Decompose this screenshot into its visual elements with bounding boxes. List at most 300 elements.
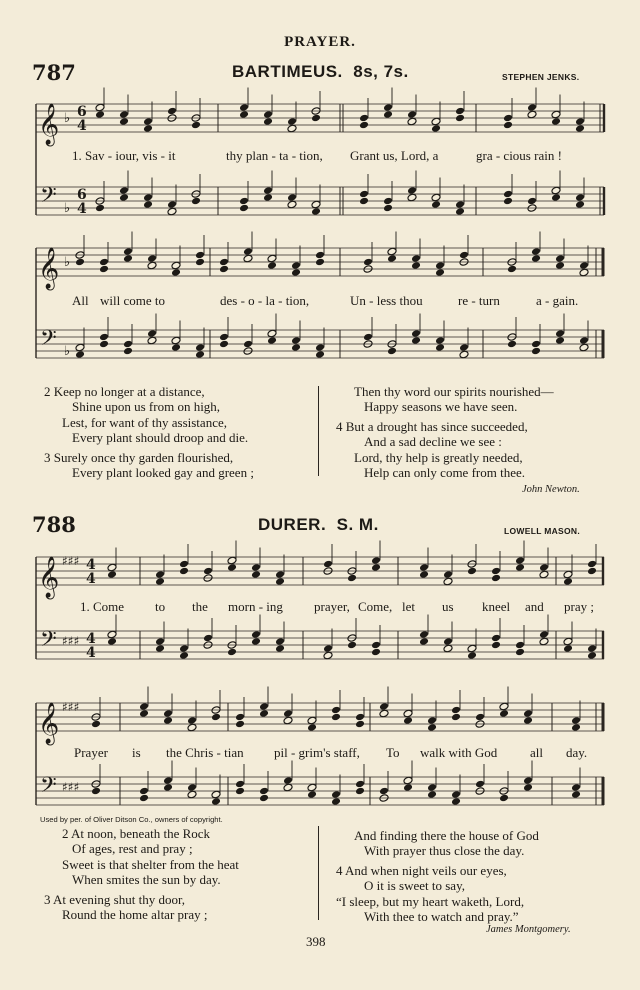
- notehead: [355, 780, 365, 789]
- notehead: [443, 570, 453, 579]
- notehead: [371, 648, 381, 657]
- stanza-line: 2 At noon, beneath the Rock: [62, 826, 211, 841]
- notehead: [119, 110, 129, 119]
- lyric-788-1-4: prayer,: [314, 599, 350, 614]
- notehead: [371, 556, 381, 565]
- section-title: PRAYER.: [284, 34, 356, 50]
- notehead: [571, 790, 581, 799]
- composer-787: STEPHEN JENKS.: [502, 72, 580, 82]
- notehead: [551, 186, 561, 195]
- notehead: [107, 637, 117, 646]
- notehead: [171, 261, 181, 270]
- author-788: James Montgomery.: [486, 924, 571, 935]
- notehead: [123, 254, 133, 263]
- notehead: [407, 193, 417, 202]
- notehead: [235, 720, 245, 729]
- notehead: [475, 780, 485, 789]
- sharp-icon: ♯♯♯: [62, 780, 80, 794]
- lyric-787-2b: will come to: [100, 293, 165, 308]
- stanza-line: 3 Surely once thy garden flourished,: [44, 449, 234, 465]
- stanzas-788-right: [336, 828, 539, 924]
- notehead: [455, 200, 465, 209]
- notehead: [267, 254, 277, 263]
- notehead: [443, 644, 453, 653]
- notehead: [503, 190, 513, 199]
- notehead: [243, 254, 253, 263]
- stanza-line: Every plant should droop and die.: [72, 430, 249, 446]
- notehead: [119, 193, 129, 202]
- composer-788: LOWELL MASON.: [504, 526, 580, 536]
- notehead: [587, 644, 597, 653]
- notehead: [191, 121, 201, 130]
- lyric-788-1-1: to: [155, 599, 166, 614]
- bass-clef-icon: 𝄢: [40, 627, 57, 657]
- svg-text:4: 4: [86, 557, 96, 573]
- notehead: [167, 200, 177, 209]
- notehead: [227, 563, 237, 572]
- notehead: [435, 261, 445, 270]
- notehead: [387, 347, 397, 356]
- notehead: [139, 709, 149, 718]
- lyric-787-1c: Grant us, Lord, a: [350, 148, 439, 163]
- notehead: [571, 783, 581, 792]
- notehead: [187, 790, 197, 799]
- notehead: [527, 103, 537, 112]
- notehead: [179, 651, 189, 660]
- notehead: [155, 577, 165, 586]
- notehead: [491, 641, 501, 650]
- notehead: [579, 336, 589, 345]
- notehead: [411, 329, 421, 338]
- notehead: [459, 350, 469, 359]
- notehead: [203, 567, 213, 576]
- notehead: [431, 200, 441, 209]
- notehead: [507, 340, 517, 349]
- notehead: [387, 254, 397, 263]
- notehead: [315, 343, 325, 352]
- notehead: [419, 637, 429, 646]
- notehead: [379, 702, 389, 711]
- notehead: [539, 630, 549, 639]
- notehead: [403, 783, 413, 792]
- lyric-787-2c: des - o - la - tion,: [220, 293, 310, 308]
- notehead: [407, 117, 417, 126]
- notehead: [107, 630, 117, 639]
- notehead: [383, 197, 393, 206]
- sharp-icon: ♯♯♯: [62, 554, 80, 568]
- notehead: [263, 110, 273, 119]
- notehead: [515, 648, 525, 657]
- notehead: [163, 716, 173, 725]
- notehead: [143, 200, 153, 209]
- stanza-line: 4 And when night veils our eyes,: [336, 862, 507, 878]
- notehead: [451, 790, 461, 799]
- notehead: [239, 204, 249, 213]
- notehead: [243, 247, 253, 256]
- notehead: [239, 110, 249, 119]
- tune-title: DURER.: [258, 515, 327, 534]
- notehead: [515, 556, 525, 565]
- notehead: [523, 776, 533, 785]
- lyric-787-2f: a - gain.: [536, 293, 579, 308]
- notehead: [219, 265, 229, 274]
- stanza-line: 2 Keep no longer at a distance,: [44, 384, 205, 399]
- notehead: [243, 340, 253, 349]
- notehead: [219, 258, 229, 267]
- lyric-788-2-4: To: [386, 745, 400, 760]
- notehead: [179, 560, 189, 569]
- notehead: [315, 258, 325, 267]
- treble-clef-icon: 𝄞: [38, 248, 60, 289]
- stanza-line: 4 But a drought has since succeeded,: [336, 418, 528, 434]
- notehead: [75, 350, 85, 359]
- stanza-line: With prayer thus close the day.: [364, 843, 525, 859]
- svg-text:4: 4: [86, 571, 96, 587]
- notehead: [263, 186, 273, 195]
- notehead: [459, 343, 469, 352]
- notehead: [359, 197, 369, 206]
- notehead: [227, 648, 237, 657]
- notehead: [503, 121, 513, 130]
- notehead: [219, 333, 229, 342]
- notehead: [99, 265, 109, 274]
- notehead: [363, 333, 373, 342]
- notehead: [575, 193, 585, 202]
- notehead: [539, 637, 549, 646]
- notehead: [107, 570, 117, 579]
- notehead: [195, 350, 205, 359]
- lyric-788-1-0: 1. Come: [80, 599, 125, 614]
- notehead: [123, 247, 133, 256]
- notehead: [555, 329, 565, 338]
- notehead: [531, 340, 541, 349]
- lyric-788-2-6: all: [530, 745, 543, 760]
- stanza-line: And finding there the house of God: [354, 828, 539, 843]
- notehead: [443, 637, 453, 646]
- notehead: [383, 103, 393, 112]
- notehead: [99, 258, 109, 267]
- notehead: [587, 567, 597, 576]
- notehead: [195, 258, 205, 267]
- notehead: [167, 107, 177, 116]
- notehead: [163, 783, 173, 792]
- notehead: [239, 197, 249, 206]
- notehead: [291, 336, 301, 345]
- notehead: [355, 713, 365, 722]
- lyric-788-1-9: and: [525, 599, 544, 614]
- notehead: [291, 268, 301, 277]
- flat-icon: ♭: [64, 111, 71, 126]
- notehead: [323, 560, 333, 569]
- lyric-788-1-2: the: [192, 599, 208, 614]
- notehead: [311, 114, 321, 123]
- notehead: [427, 716, 437, 725]
- notehead: [251, 570, 261, 579]
- tune-name-durer: [258, 515, 379, 535]
- bass-clef-icon: 𝄢: [40, 326, 57, 356]
- notehead: [315, 350, 325, 359]
- notehead: [455, 107, 465, 116]
- notehead: [379, 787, 389, 796]
- notehead: [555, 254, 565, 263]
- notehead: [259, 709, 269, 718]
- notehead: [171, 268, 181, 277]
- notehead: [459, 251, 469, 260]
- notehead: [523, 783, 533, 792]
- lyric-788-2-3: pil - grim's staff,: [274, 745, 360, 760]
- svg-text:4: 4: [77, 201, 87, 217]
- notehead: [267, 336, 277, 345]
- stanzas-787-left: [44, 384, 254, 480]
- notehead: [259, 702, 269, 711]
- notehead: [171, 343, 181, 352]
- notehead: [107, 563, 117, 572]
- notehead: [475, 713, 485, 722]
- notehead: [307, 790, 317, 799]
- notehead: [499, 794, 509, 803]
- notehead: [323, 651, 333, 660]
- stanza-line: Of ages, rest and pray ;: [72, 841, 193, 857]
- notehead: [555, 336, 565, 345]
- notehead: [307, 783, 317, 792]
- lyric-788-1-5: Come,: [358, 599, 393, 614]
- notehead: [235, 787, 245, 796]
- notehead: [147, 329, 157, 338]
- lyric-788-2-7: day.: [566, 745, 588, 760]
- stanza-line: “I sleep, but my heart waketh, Lord,: [336, 893, 525, 909]
- stanza-line: Lord, thy help is greatly needed,: [354, 449, 523, 465]
- notehead: [331, 790, 341, 799]
- notehead: [283, 709, 293, 718]
- notehead: [427, 723, 437, 732]
- notehead: [163, 709, 173, 718]
- notehead: [287, 193, 297, 202]
- notehead: [227, 556, 237, 565]
- notehead: [95, 110, 105, 119]
- notehead: [499, 702, 509, 711]
- author-787: John Newton.: [522, 484, 580, 495]
- notehead: [143, 193, 153, 202]
- notehead: [503, 197, 513, 206]
- notehead: [195, 251, 205, 260]
- flat-icon: ♭: [64, 344, 71, 359]
- notehead: [539, 563, 549, 572]
- notehead: [163, 776, 173, 785]
- notehead: [467, 651, 477, 660]
- notehead: [191, 197, 201, 206]
- notehead: [491, 574, 501, 583]
- notehead: [155, 644, 165, 653]
- notehead: [95, 103, 105, 112]
- notehead: [435, 343, 445, 352]
- notehead: [259, 787, 269, 796]
- stanza-line: Sweet is that shelter from the heat: [62, 856, 239, 872]
- notehead: [139, 794, 149, 803]
- notehead: [359, 190, 369, 199]
- flat-icon: ♭: [64, 201, 71, 216]
- notehead: [307, 723, 317, 732]
- notehead: [507, 265, 517, 274]
- lyric-787-1d: gra - cious rain !: [476, 148, 562, 163]
- notehead: [287, 117, 297, 126]
- notehead: [515, 641, 525, 650]
- notehead: [531, 247, 541, 256]
- notehead: [179, 644, 189, 653]
- notehead: [451, 706, 461, 715]
- lyric-787-1a: 1. Sav - iour, vis - it: [72, 148, 176, 163]
- staff-788-2-treble: [36, 703, 604, 731]
- stanzas-788-left: [44, 826, 239, 922]
- notehead: [371, 641, 381, 650]
- notehead: [263, 193, 273, 202]
- notehead: [419, 563, 429, 572]
- notehead: [359, 121, 369, 130]
- notehead: [251, 637, 261, 646]
- notehead: [315, 251, 325, 260]
- sharp-icon: ♯♯♯: [62, 700, 80, 714]
- notehead: [203, 634, 213, 643]
- staff-788-2-bass: [36, 777, 604, 805]
- svg-text:4: 4: [86, 631, 96, 647]
- svg-text:6: 6: [77, 187, 87, 203]
- notehead: [387, 247, 397, 256]
- notehead: [139, 702, 149, 711]
- lyric-788-1-10: pray ;: [564, 599, 594, 614]
- notehead: [219, 340, 229, 349]
- notehead: [531, 347, 541, 356]
- stanza-line: 3 At evening shut thy door,: [44, 891, 186, 907]
- notehead: [179, 567, 189, 576]
- notehead: [91, 720, 101, 729]
- notehead: [283, 776, 293, 785]
- stanza-line: Every plant looked gay and green ;: [72, 465, 254, 481]
- flat-icon: ♭: [64, 255, 71, 270]
- notehead: [431, 193, 441, 202]
- lyric-788-2-2: the Chris - tian: [166, 745, 244, 760]
- notehead: [539, 570, 549, 579]
- lyric-788-1-6: let: [402, 599, 415, 614]
- notehead: [235, 780, 245, 789]
- notehead: [467, 644, 477, 653]
- stanza-line: Round the home altar pray ;: [62, 907, 208, 923]
- notehead: [211, 790, 221, 799]
- notehead: [211, 797, 221, 806]
- stanzas-787-right: [336, 384, 554, 480]
- notehead: [427, 783, 437, 792]
- notehead: [383, 110, 393, 119]
- lyric-787-2e: re - turn: [458, 293, 500, 308]
- notehead: [527, 197, 537, 206]
- notehead: [499, 709, 509, 718]
- notehead: [563, 577, 573, 586]
- lyric-787-1b: thy plan - ta - tion,: [226, 148, 323, 163]
- notehead: [291, 261, 301, 270]
- notehead: [411, 254, 421, 263]
- notehead: [403, 709, 413, 718]
- notehead: [587, 560, 597, 569]
- notehead: [347, 641, 357, 650]
- notehead: [407, 186, 417, 195]
- notehead: [311, 207, 321, 216]
- svg-text:4: 4: [86, 645, 96, 661]
- notehead: [187, 716, 197, 725]
- notehead: [267, 261, 277, 270]
- notehead: [291, 343, 301, 352]
- notehead: [95, 204, 105, 213]
- notehead: [147, 336, 157, 345]
- notehead: [155, 637, 165, 646]
- notehead: [143, 124, 153, 133]
- notehead: [239, 103, 249, 112]
- notehead: [575, 117, 585, 126]
- notehead: [551, 110, 561, 119]
- notehead: [187, 783, 197, 792]
- notehead: [371, 563, 381, 572]
- notehead: [551, 117, 561, 126]
- notehead: [347, 574, 357, 583]
- lyric-788-1-7: us: [442, 599, 454, 614]
- notehead: [355, 787, 365, 796]
- notehead: [287, 124, 297, 133]
- lyric-787-2d: Un - less thou: [350, 293, 423, 308]
- notehead: [527, 110, 537, 119]
- stanza-line: With thee to watch and pray.”: [364, 909, 519, 925]
- notehead: [99, 340, 109, 349]
- notehead: [119, 117, 129, 126]
- notehead: [515, 563, 525, 572]
- notehead: [563, 570, 573, 579]
- hymn-number-787: 787: [32, 60, 76, 85]
- notehead: [403, 776, 413, 785]
- lyric-788-1-3: morn - ing: [228, 599, 283, 614]
- notehead: [275, 644, 285, 653]
- notehead: [579, 261, 589, 270]
- notehead: [75, 258, 85, 267]
- notehead: [491, 567, 501, 576]
- lyric-788-2-5: walk with God: [420, 745, 498, 760]
- notehead: [431, 117, 441, 126]
- notehead: [407, 110, 417, 119]
- notehead: [523, 716, 533, 725]
- stanza-line: When smites the sun by day.: [72, 872, 221, 888]
- tune-meter: 8s, 7s.: [353, 62, 409, 81]
- notehead: [171, 336, 181, 345]
- notehead: [235, 713, 245, 722]
- stanza-line: O it is sweet to say,: [364, 878, 465, 894]
- notehead: [411, 261, 421, 270]
- treble-clef-icon: 𝄞: [38, 104, 60, 145]
- lyric-788-2-1: is: [132, 745, 141, 760]
- notehead: [267, 329, 277, 338]
- notehead: [419, 630, 429, 639]
- treble-clef-icon: 𝄞: [38, 557, 60, 598]
- notehead: [551, 193, 561, 202]
- column-divider: [318, 386, 319, 476]
- notehead: [167, 207, 177, 216]
- notehead: [283, 783, 293, 792]
- notehead: [491, 634, 501, 643]
- notehead: [531, 254, 541, 263]
- notehead: [263, 117, 273, 126]
- notehead: [119, 186, 129, 195]
- notehead: [575, 200, 585, 209]
- notehead: [563, 637, 573, 646]
- notehead: [575, 124, 585, 133]
- notehead: [143, 117, 153, 126]
- notehead: [287, 200, 297, 209]
- notehead: [359, 114, 369, 123]
- notehead: [75, 343, 85, 352]
